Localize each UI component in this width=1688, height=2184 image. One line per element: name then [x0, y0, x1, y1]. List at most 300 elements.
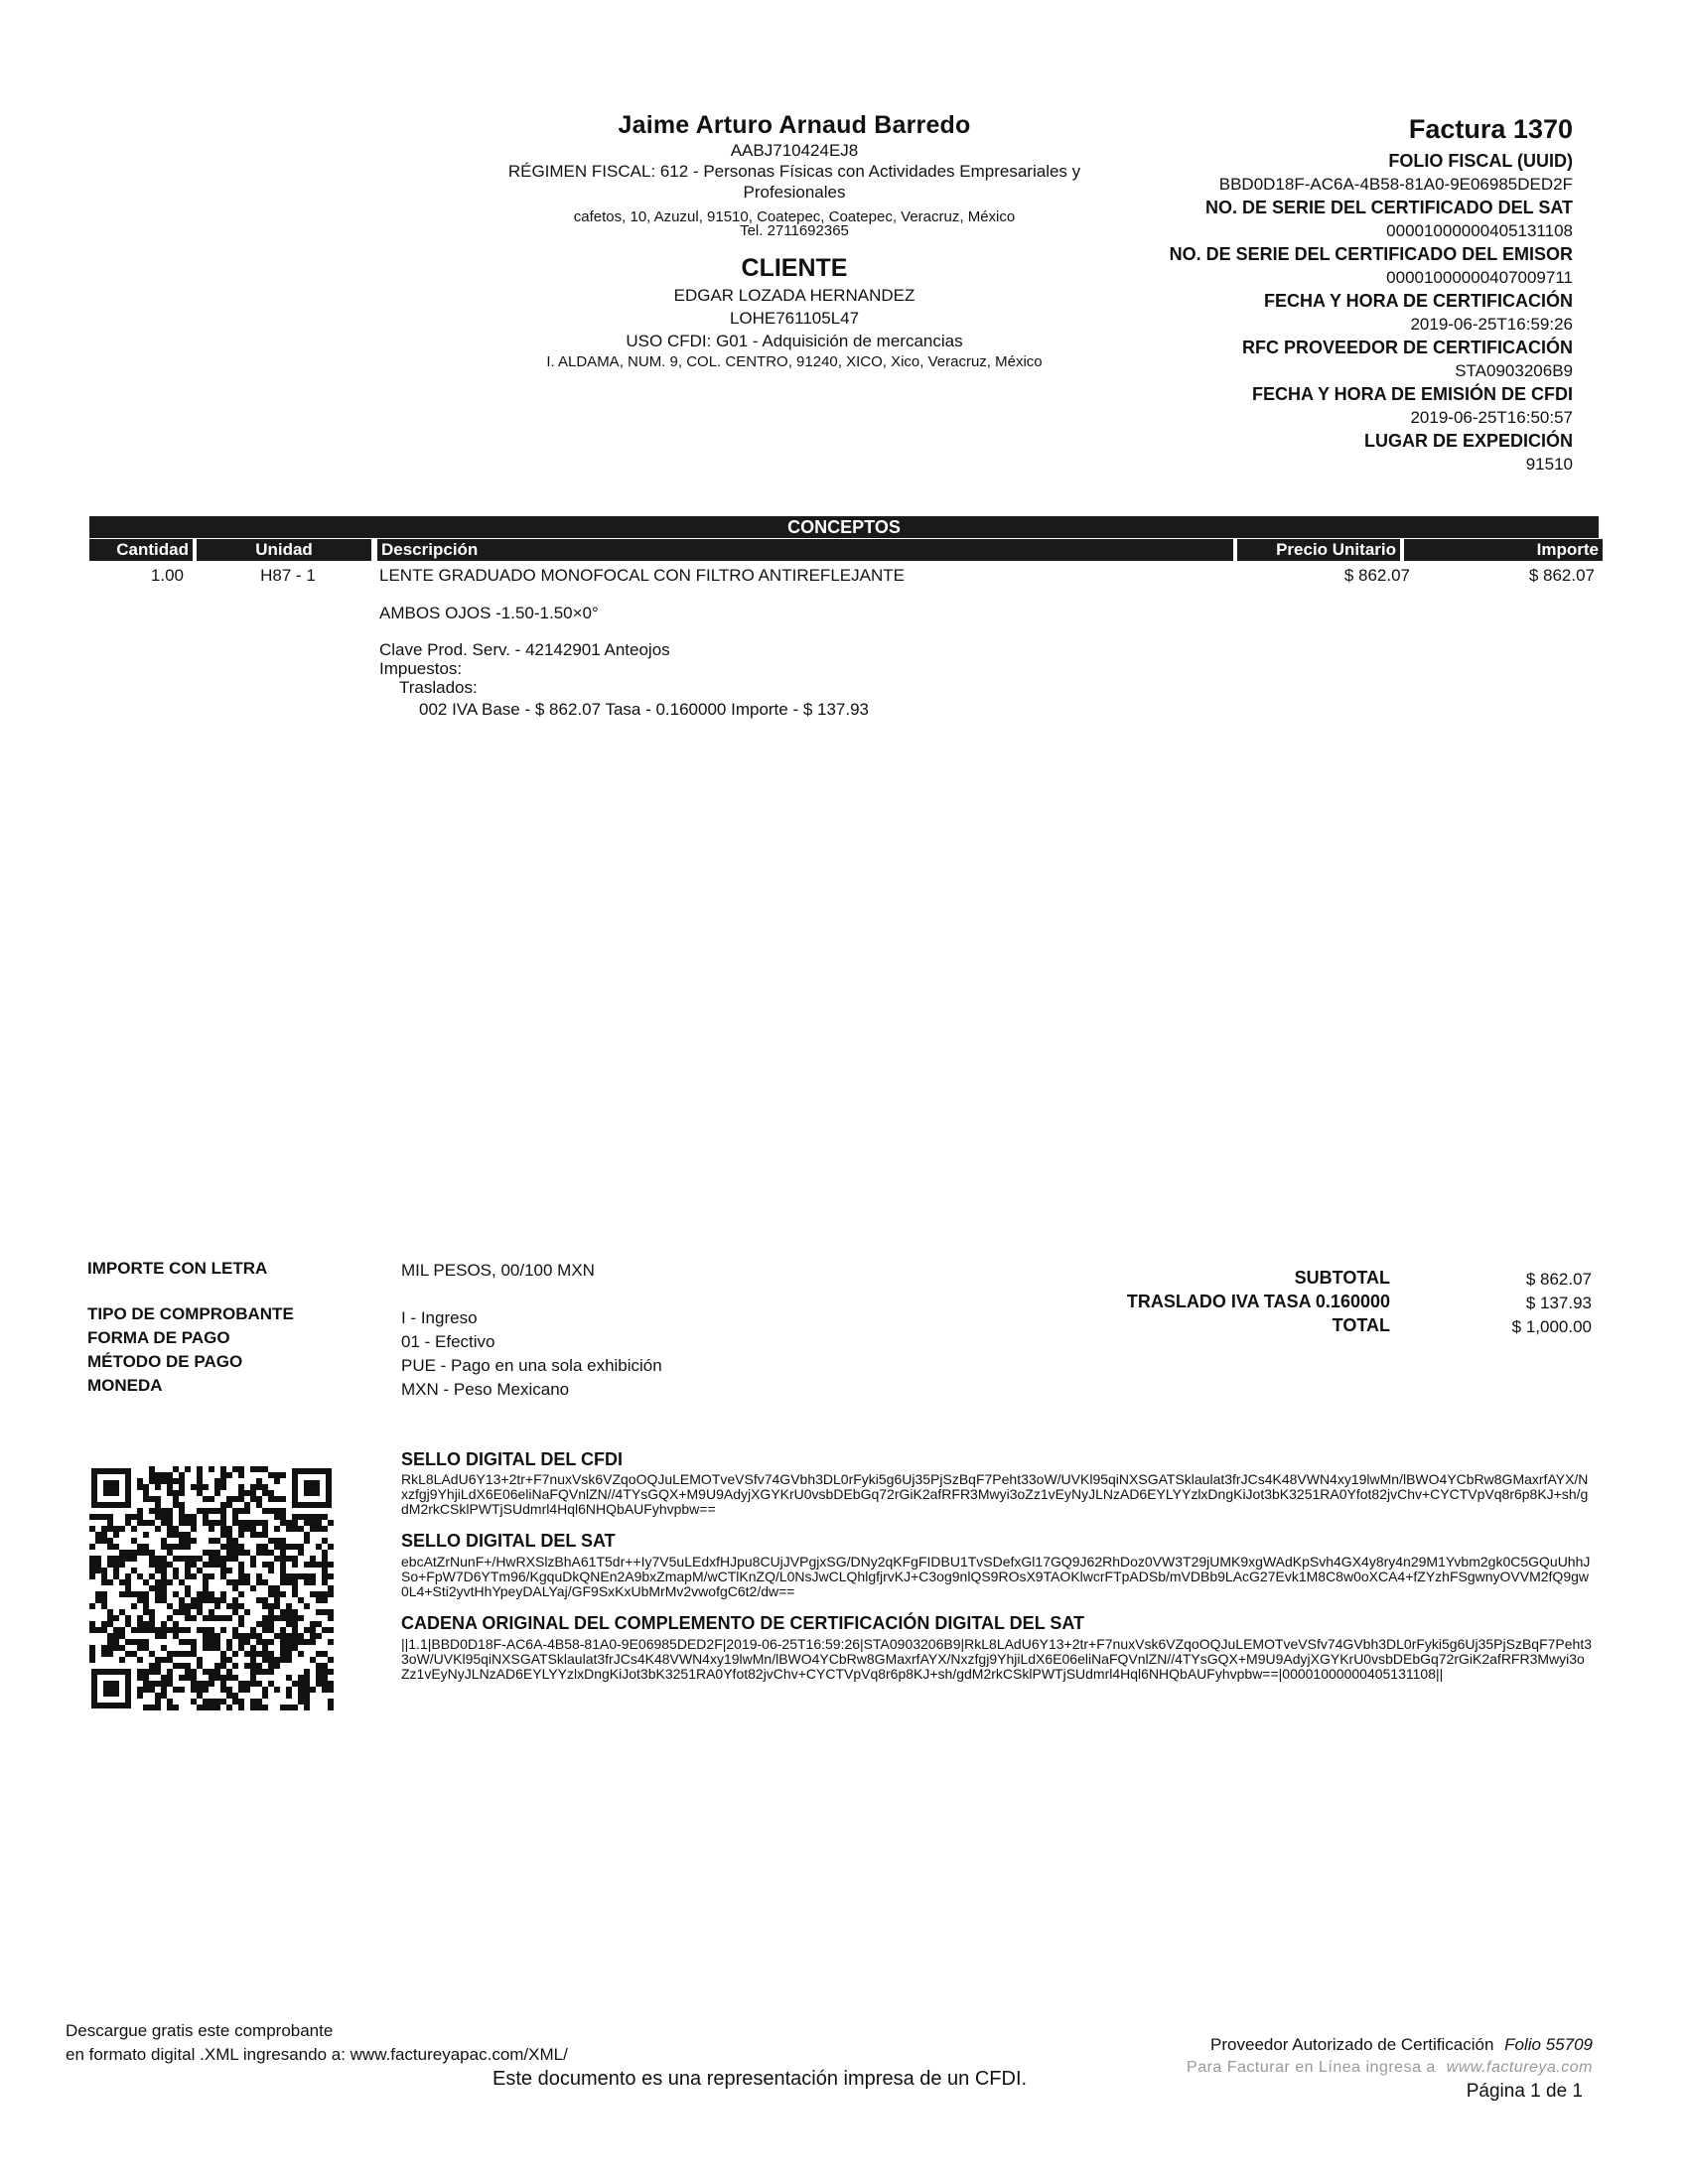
qr-module	[137, 1657, 143, 1663]
qr-module	[238, 1532, 244, 1538]
qr-module	[143, 1496, 149, 1502]
qr-module	[250, 1675, 256, 1681]
qr-module	[310, 1520, 316, 1526]
qr-module	[137, 1514, 143, 1520]
qr-module	[244, 1550, 250, 1556]
qr-module	[155, 1627, 161, 1633]
qr-module	[191, 1514, 197, 1520]
qr-module	[220, 1573, 226, 1579]
qr-module	[316, 1526, 322, 1532]
qr-module	[268, 1562, 274, 1568]
qr-module	[179, 1675, 185, 1681]
qr-module	[155, 1657, 161, 1663]
qr-module	[149, 1478, 155, 1484]
qr-module	[143, 1532, 149, 1538]
qr-module	[268, 1603, 274, 1609]
qr-module	[101, 1526, 107, 1532]
qr-module	[280, 1573, 286, 1579]
qr-module	[214, 1615, 220, 1621]
qr-module	[137, 1591, 143, 1597]
qr-module	[113, 1639, 119, 1645]
qr-module	[125, 1615, 131, 1621]
qr-module	[232, 1496, 238, 1502]
qr-module	[209, 1496, 214, 1502]
qr-module	[185, 1585, 191, 1591]
qr-module	[113, 1633, 119, 1639]
qr-module	[304, 1681, 310, 1687]
qr-module	[161, 1633, 167, 1639]
qr-module	[256, 1466, 262, 1472]
qr-module	[149, 1681, 155, 1687]
qr-module	[262, 1657, 268, 1663]
qr-module	[238, 1633, 244, 1639]
qr-module	[292, 1514, 298, 1520]
qr-module	[161, 1573, 167, 1579]
qr-module	[262, 1639, 268, 1645]
qr-module	[161, 1514, 167, 1520]
qr-module	[298, 1633, 304, 1639]
qr-module	[209, 1681, 214, 1687]
qr-module	[173, 1478, 179, 1484]
qr-module	[256, 1579, 262, 1585]
qr-module	[214, 1597, 220, 1603]
qr-module	[95, 1538, 101, 1544]
qr-module	[173, 1568, 179, 1573]
qr-module	[256, 1633, 262, 1639]
qr-module	[268, 1639, 274, 1645]
qr-module	[131, 1639, 137, 1645]
qr-module	[185, 1669, 191, 1675]
qr-module	[316, 1562, 322, 1568]
qr-module	[292, 1609, 298, 1615]
qr-module	[268, 1621, 274, 1627]
qr-module	[292, 1621, 298, 1627]
qr-module	[244, 1639, 250, 1645]
qr-module	[173, 1526, 179, 1532]
qr-module	[107, 1633, 113, 1639]
qr-module	[137, 1627, 143, 1633]
qr-module	[143, 1603, 149, 1609]
qr-module	[179, 1687, 185, 1693]
qr-module	[143, 1681, 149, 1687]
qr-module	[197, 1693, 203, 1699]
qr-module	[149, 1687, 155, 1693]
qr-module	[262, 1490, 268, 1496]
qr-module	[232, 1597, 238, 1603]
qr-module	[149, 1585, 155, 1591]
qr-module	[107, 1538, 113, 1544]
qr-module	[220, 1681, 226, 1687]
qr-module	[185, 1556, 191, 1562]
qr-module	[214, 1484, 220, 1490]
qr-module	[173, 1591, 179, 1597]
qr-module	[101, 1573, 107, 1579]
qr-module	[209, 1633, 214, 1639]
qr-module	[226, 1687, 232, 1693]
qr-module	[292, 1573, 298, 1579]
invoice-title: Factura 1370	[1408, 114, 1573, 144]
qr-module	[214, 1550, 220, 1556]
qr-module	[238, 1550, 244, 1556]
qr-module	[167, 1484, 173, 1490]
qr-module	[322, 1573, 328, 1579]
qr-module	[226, 1675, 232, 1681]
qr-module	[322, 1597, 328, 1603]
moneda: MXN - Peso Mexicano	[401, 1380, 570, 1399]
qr-module	[286, 1633, 292, 1639]
qr-module	[185, 1639, 191, 1645]
qr-module	[197, 1657, 203, 1663]
qr-module	[191, 1699, 197, 1705]
qr-module	[310, 1627, 316, 1633]
qr-module	[125, 1621, 131, 1627]
qr-module	[173, 1466, 179, 1472]
qr-module	[113, 1526, 119, 1532]
qr-module	[310, 1562, 316, 1568]
qr-module	[250, 1681, 256, 1687]
qr-module	[125, 1514, 131, 1520]
qr-module	[298, 1597, 304, 1603]
qr-module	[262, 1562, 268, 1568]
qr-module	[280, 1568, 286, 1573]
qr-module	[280, 1633, 286, 1639]
qr-module	[310, 1556, 316, 1562]
qr-module	[185, 1609, 191, 1615]
qr-module	[161, 1681, 167, 1687]
qr-module	[220, 1562, 226, 1568]
qr-module	[113, 1615, 119, 1621]
qr-module	[143, 1609, 149, 1615]
qr-module	[119, 1657, 125, 1663]
qr-module	[179, 1538, 185, 1544]
qr-module	[274, 1508, 280, 1514]
qr-module	[280, 1550, 286, 1556]
qr-module	[197, 1687, 203, 1693]
qr-module	[268, 1681, 274, 1687]
qr-module	[131, 1603, 137, 1609]
qr-module	[304, 1562, 310, 1568]
qr-module	[280, 1544, 286, 1550]
qr-module	[149, 1508, 155, 1514]
qr-module	[280, 1657, 286, 1663]
download-line-1: Descargue gratis este comprobante	[66, 2021, 334, 2040]
qr-module	[125, 1579, 131, 1585]
qr-module	[131, 1568, 137, 1573]
qr-module	[280, 1615, 286, 1621]
qr-module	[179, 1603, 185, 1609]
qr-module	[292, 1705, 298, 1710]
issuer-address: cafetos, 10, Azuzul, 91510, Coatepec, Coatepec, Veracruz, México	[573, 208, 1016, 225]
qr-module	[286, 1603, 292, 1609]
qr-module	[89, 1603, 95, 1609]
qr-module	[179, 1532, 185, 1538]
qr-module	[107, 1520, 113, 1526]
qr-module	[262, 1484, 268, 1490]
qr-module	[274, 1633, 280, 1639]
qr-module	[262, 1532, 268, 1538]
qr-module	[232, 1603, 238, 1609]
qr-module	[238, 1573, 244, 1579]
qr-module	[262, 1645, 268, 1651]
qr-module	[274, 1657, 280, 1663]
qr-module	[214, 1603, 220, 1609]
qr-module	[155, 1508, 161, 1514]
qr-module	[268, 1651, 274, 1657]
qr-module	[310, 1657, 316, 1663]
qr-module	[298, 1681, 304, 1687]
qr-module	[191, 1603, 197, 1609]
qr-module	[286, 1609, 292, 1615]
qr-module	[179, 1609, 185, 1615]
qr-module	[209, 1520, 214, 1526]
qr-module	[274, 1597, 280, 1603]
qr-module	[161, 1627, 167, 1633]
qr-module	[197, 1597, 203, 1603]
qr-module	[209, 1591, 214, 1597]
qr-module	[155, 1633, 161, 1639]
qr-module	[214, 1705, 220, 1710]
qr-module	[322, 1687, 328, 1693]
qr-module	[286, 1579, 292, 1585]
qr-module	[250, 1699, 256, 1705]
qr-module	[280, 1538, 286, 1544]
qr-module	[322, 1568, 328, 1573]
qr-module	[155, 1681, 161, 1687]
qr-module	[185, 1615, 191, 1621]
qr-module	[274, 1687, 280, 1693]
qr-module	[191, 1562, 197, 1568]
qr-module	[238, 1591, 244, 1597]
qr-module	[250, 1657, 256, 1663]
qr-module	[179, 1514, 185, 1520]
qr-module	[167, 1579, 173, 1585]
cert-date: 2019-06-25T16:59:26	[1410, 315, 1573, 334]
sello-cfdi-title: SELLO DIGITAL DEL CFDI	[401, 1449, 624, 1469]
qr-module	[137, 1597, 143, 1603]
qr-module	[250, 1585, 256, 1591]
emisor-cert-label: NO. DE SERIE DEL CERTIFICADO DEL EMISOR	[1169, 244, 1573, 264]
qr-module	[173, 1621, 179, 1627]
qr-module	[101, 1591, 107, 1597]
qr-module	[155, 1699, 161, 1705]
qr-module	[280, 1609, 286, 1615]
qr-module	[310, 1579, 316, 1585]
qr-module	[209, 1538, 214, 1544]
qr-module	[197, 1591, 203, 1597]
qr-module	[220, 1627, 226, 1633]
qr-module	[191, 1615, 197, 1621]
qr-module	[232, 1585, 238, 1591]
qr-module	[214, 1663, 220, 1669]
qr-module	[173, 1490, 179, 1496]
qr-module	[167, 1562, 173, 1568]
qr-module	[268, 1627, 274, 1633]
qr-module	[256, 1532, 262, 1538]
qr-module	[161, 1520, 167, 1526]
qr-module	[161, 1585, 167, 1591]
qr-module	[155, 1556, 161, 1562]
qr-module	[167, 1675, 173, 1681]
qr-module	[262, 1693, 268, 1699]
qr-module	[203, 1627, 209, 1633]
item-importe: $ 862.07	[1528, 566, 1595, 585]
qr-module	[262, 1669, 268, 1675]
qr-module	[286, 1651, 292, 1657]
qr-module	[89, 1544, 95, 1550]
qr-module	[119, 1609, 125, 1615]
qr-module	[238, 1496, 244, 1502]
qr-module	[137, 1675, 143, 1681]
qr-module	[137, 1669, 143, 1675]
qr-module	[155, 1597, 161, 1603]
qr-module	[214, 1508, 220, 1514]
qr-module	[209, 1609, 214, 1615]
qr-module	[197, 1466, 203, 1472]
qr-module	[203, 1496, 209, 1502]
sat-cert: 00001000000405131108	[1386, 221, 1573, 240]
client-rfc: LOHE761105L47	[729, 309, 860, 328]
qr-module	[203, 1597, 209, 1603]
qr-module	[256, 1621, 262, 1627]
forma-pago: 01 - Efectivo	[401, 1332, 495, 1351]
qr-module	[292, 1544, 298, 1550]
qr-module	[179, 1663, 185, 1669]
forma-pago-label: FORMA DE PAGO	[87, 1328, 230, 1347]
qr-module	[292, 1645, 298, 1651]
qr-module	[167, 1681, 173, 1687]
moneda-label: MONEDA	[87, 1376, 163, 1395]
qr-module	[149, 1651, 155, 1657]
qr-module	[185, 1573, 191, 1579]
qr-module	[274, 1603, 280, 1609]
qr-module	[232, 1693, 238, 1699]
qr-module	[173, 1532, 179, 1538]
qr-module	[304, 1687, 310, 1693]
qr-module	[185, 1591, 191, 1597]
item-cantidad: 1.00	[150, 566, 184, 585]
qr-module	[185, 1675, 191, 1681]
qr-module	[161, 1621, 167, 1627]
qr-module	[149, 1466, 155, 1472]
qr-module	[143, 1687, 149, 1693]
qr-module	[304, 1699, 310, 1705]
invoice-header	[1116, 114, 1573, 476]
cadena-original: ||1.1|BBD0D18F-AC6A-4B58-81A0-9E06985DED2F|2019-06-25T16:59:26|STA0903206B9|RkL8LAdU6Y13+2tr+F7nuxVsk6VZqoOQJuLEMOTveVSfv74GVbh3DL0rFyki5g6Uj35PjSzBqF7Peht33oW/UVKl95qiNXSGATSklaulat3frJCs4K48VWN4xy19lwMn/lBWO4YCbRw8GMaxrfAYX/Nxzfgj9YhjiLdX6E06eliNaFQVnlZN//4TYsGQX+M9U9AdyjXGYKrU0vsbDEbGq72rGiK2afRFR3Mwyi3oZz1vEyNyJLNzAD6EYLYYzlxDngKiJot3bK3251RA0Yfot82jvChv+CYCTVpVq8r6p8KJ+sh/gdM2rkCSklPWTjSUdmrl4Hql6NHQbAUFyhvpbw==|00001000000405131108||	[401, 1636, 1593, 1682]
qr-module	[161, 1597, 167, 1603]
qr-module	[220, 1651, 226, 1657]
qr-module	[262, 1603, 268, 1609]
qr-module	[220, 1508, 226, 1514]
qr-module	[179, 1579, 185, 1585]
qr-module	[191, 1597, 197, 1603]
qr-module	[250, 1705, 256, 1710]
qr-module	[250, 1651, 256, 1657]
qr-module	[197, 1663, 203, 1669]
qr-module	[161, 1478, 167, 1484]
qr-module	[316, 1633, 322, 1639]
qr-module	[238, 1699, 244, 1705]
qr-module	[113, 1573, 119, 1579]
qr-module	[119, 1550, 125, 1556]
sat-cert-label: NO. DE SERIE DEL CERTIFICADO DEL SAT	[1204, 198, 1573, 217]
qr-module	[107, 1651, 113, 1657]
issuer-regimen: RÉGIMEN FISCAL: 612 - Personas Físicas con Actividades Empresariales y Profesionales	[507, 162, 1081, 202]
qr-module	[214, 1562, 220, 1568]
qr-module	[113, 1568, 119, 1573]
qr-module	[268, 1568, 274, 1573]
qr-module	[214, 1633, 220, 1639]
qr-module	[167, 1705, 173, 1710]
qr-module	[250, 1532, 256, 1538]
qr-module	[226, 1502, 232, 1508]
qr-module	[143, 1591, 149, 1597]
qr-module	[214, 1478, 220, 1484]
qr-module	[286, 1573, 292, 1579]
qr-module	[238, 1490, 244, 1496]
qr-module	[214, 1490, 220, 1496]
qr-module	[226, 1538, 232, 1544]
qr-module	[262, 1627, 268, 1633]
qr-module	[167, 1508, 173, 1514]
qr-module	[107, 1556, 113, 1562]
qr-module	[316, 1621, 322, 1627]
folio-fiscal: BBD0D18F-AC6A-4B58-81A0-9E06985DED2F	[1218, 175, 1573, 194]
qr-module	[316, 1681, 322, 1687]
client-name: EDGAR LOZADA HERNANDEZ	[673, 286, 915, 305]
emision-date: 2019-06-25T16:50:57	[1410, 408, 1573, 427]
qr-module	[328, 1615, 334, 1621]
qr-module	[173, 1651, 179, 1657]
qr-module	[262, 1508, 268, 1514]
qr-module	[161, 1538, 167, 1544]
qr-module	[185, 1532, 191, 1538]
qr-module	[256, 1544, 262, 1550]
qr-module	[125, 1550, 131, 1556]
qr-module	[244, 1490, 250, 1496]
qr-module	[268, 1538, 274, 1544]
qr-module	[328, 1705, 334, 1710]
qr-module	[131, 1627, 137, 1633]
qr-module	[256, 1699, 262, 1705]
qr-module	[89, 1627, 95, 1633]
qr-module	[209, 1669, 214, 1675]
qr-module	[167, 1669, 173, 1675]
qr-module	[101, 1651, 107, 1657]
qr-module	[113, 1532, 119, 1538]
qr-module	[197, 1609, 203, 1615]
qr-module	[209, 1526, 214, 1532]
qr-module	[191, 1520, 197, 1526]
qr-module	[203, 1514, 209, 1520]
qr-module	[322, 1651, 328, 1657]
qr-module	[250, 1526, 256, 1532]
qr-module	[262, 1621, 268, 1627]
qr-module	[191, 1687, 197, 1693]
qr-module	[167, 1615, 173, 1621]
qr-module	[149, 1609, 155, 1615]
metodo-pago: PUE - Pago en una sola exhibición	[401, 1356, 662, 1375]
qr-module	[304, 1514, 310, 1520]
qr-module	[155, 1562, 161, 1568]
qr-module	[209, 1597, 214, 1603]
qr-module	[214, 1675, 220, 1681]
qr-module	[197, 1556, 203, 1562]
qr-module	[167, 1627, 173, 1633]
qr-module	[226, 1705, 232, 1710]
provider-text: Proveedor Autorizado de Certificación	[1210, 2035, 1494, 2054]
qr-module	[125, 1520, 131, 1526]
qr-module	[179, 1490, 185, 1496]
